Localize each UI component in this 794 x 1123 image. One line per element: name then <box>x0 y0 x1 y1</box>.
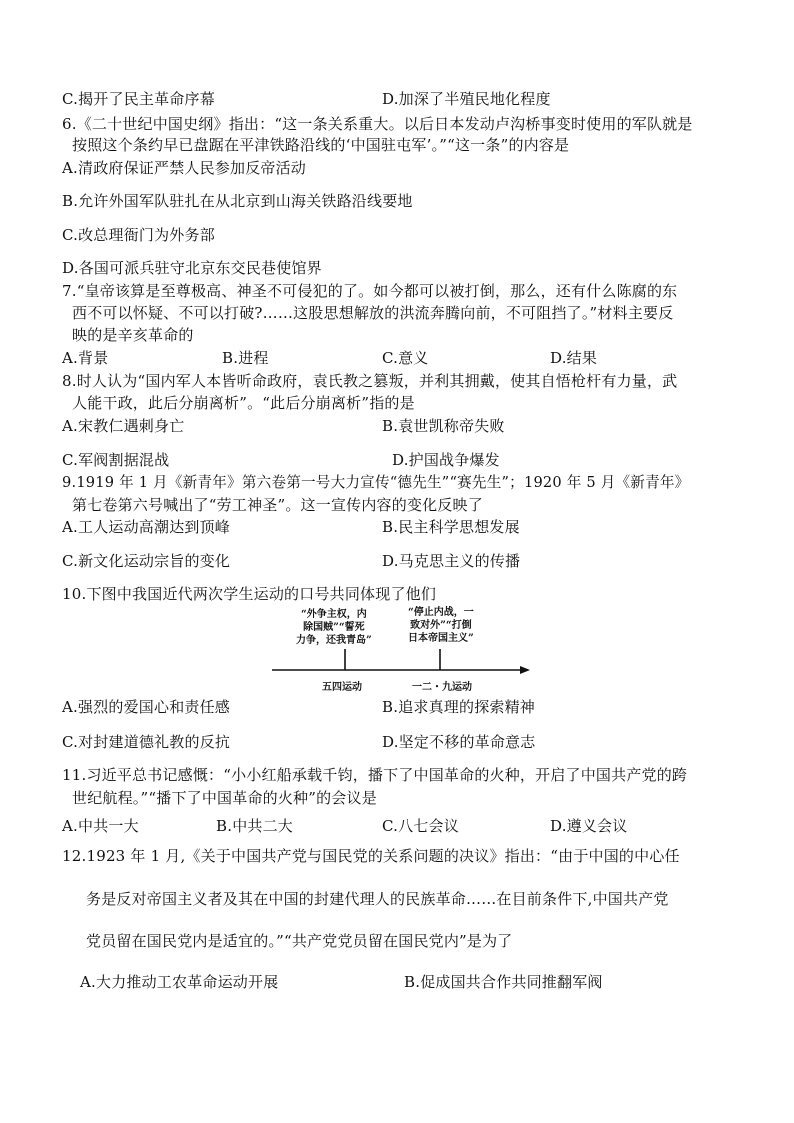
q5-option-d: D.加深了半殖民地化程度 <box>382 90 551 108</box>
may-fourth-label: 五四运动 <box>322 682 362 693</box>
q9-option-a: A.工人运动高潮达到顶峰 <box>62 518 231 536</box>
q11-option-b: B.中共二大 <box>216 817 293 835</box>
dec-ninth-slogan-line2: 致对外”“打倒 <box>410 620 472 631</box>
q7-stem-line2: 西不可以怀疑、不可以打破?……这股思想解放的洪流奔腾向前，不可阻挡了。”材料主要反 <box>72 304 674 322</box>
q12-stem-line3: 党员留在国民党内是适宜的。”“共产党党员留在国民党内”是为了 <box>86 932 513 950</box>
q7-stem-line1: 7.“皇帝该算是至尊极高、神圣不可侵犯的了。如今都可以被打倒，那么，还有什么陈腐的东 <box>62 282 678 300</box>
dec-ninth-slogan-line1: “停止内战，一 <box>408 607 474 618</box>
q10-option-d: D.坚定不移的革命意志 <box>382 733 536 751</box>
q11-option-a: A.中共一大 <box>62 817 139 835</box>
q11-option-d: D.遵义会议 <box>550 817 628 835</box>
q12-option-b: B.促成国共合作共同推翻军阀 <box>404 973 603 991</box>
q11-option-c: C.八七会议 <box>382 817 459 835</box>
q12-option-a: A.大力推动工农革命运动开展 <box>80 973 279 991</box>
dec-ninth-label: 一二・九运动 <box>412 682 472 693</box>
q6-option-c: C.改总理衙门为外务部 <box>62 226 215 244</box>
q8-option-a: A.宋教仁遇刺身亡 <box>62 417 185 435</box>
q8-option-d: D.护国战争爆发 <box>392 451 500 469</box>
timeline-arrow-icon <box>520 666 530 674</box>
dec-ninth-slogan-line3: 日本帝国主义” <box>408 633 474 644</box>
q10-option-c: C.对封建道德礼教的反抗 <box>62 733 231 751</box>
q11-stem-line1: 11.习近平总书记感慨：“小小红船承载千钧，播下了中国革命的火种，开启了中国共产党的跨 <box>62 766 688 784</box>
may-fourth-slogan-line2: 除国贼”“誓死 <box>303 622 365 633</box>
q6-stem-line2: 按照这个条约早已盘踞在平津铁路沿线的‘中国驻屯军’。”“这一条”的内容是 <box>72 136 570 154</box>
q9-stem-line2: 第七卷第六号喊出了“劳工神圣”。这一宣传内容的变化反映了 <box>72 496 483 514</box>
q8-option-b: B.袁世凯称帝失败 <box>382 417 505 435</box>
q6-stem-line1: 6.《二十世纪中国史纲》指出：“这一条关系重大。以后日本发动卢沟桥事变时使用的军队就是 <box>62 115 693 133</box>
q7-option-c: C.意义 <box>382 349 429 367</box>
q6-option-d: D.各国可派兵驻守北京东交民巷使馆界 <box>62 259 322 277</box>
q6-option-b: B.允许外国军队驻扎在从北京到山海关铁路沿线要地 <box>62 192 413 210</box>
q9-option-d: D.马克思主义的传播 <box>382 552 521 570</box>
q10-option-a: A.强烈的爱国心和责任感 <box>62 698 231 716</box>
q12-stem-line1: 12.1923 年 1 月,《关于中国共产党与国民党的关系问题的决议》指出：“由于中国的中心任 <box>62 847 680 865</box>
q7-option-a: A.背景 <box>62 349 109 367</box>
q9-option-b: B.民主科学思想发展 <box>382 518 520 536</box>
q7-option-b: B.进程 <box>222 349 269 367</box>
may-fourth-slogan-line3: 力争，还我青岛” <box>296 635 372 646</box>
q12-stem-line2: 务是反对帝国主义者及其在中国的封建代理人的民族革命……在目前条件下,中国共产党 <box>86 890 669 908</box>
q11-stem-line2: 世纪航程。”“播下了中国革命的火种”的会议是 <box>72 789 377 807</box>
q8-option-c: C.军阀割据混战 <box>62 451 170 469</box>
q9-option-c: C.新文化运动宗旨的变化 <box>62 552 231 570</box>
q7-stem-line3: 映的是辛亥革命的 <box>72 326 194 344</box>
q7-option-d: D.结果 <box>550 349 598 367</box>
q8-stem-line2: 人能干政，此后分崩离析”。“此后分崩离析”指的是 <box>72 394 415 412</box>
may-fourth-slogan-line1: “外争主权，内 <box>301 609 367 620</box>
q6-option-a: A.清政府保证严禁人民参加反帝活动 <box>62 159 307 177</box>
q5-option-c: C.揭开了民主革命序幕 <box>62 90 215 108</box>
q8-stem-line1: 8.时人认为“国内军人本皆听命政府，袁氏教之篡叛，并利其拥戴，使其自悟枪杆有力量，武 <box>62 372 678 390</box>
q10-option-b: B.追求真理的探索精神 <box>382 698 535 716</box>
q9-stem-line1: 9.1919 年 1 月《新青年》第六卷第一号大力宣传“德先生”“赛先生”；1920 年 5 月《新青年》 <box>62 474 690 491</box>
q10-stem: 10.下图中我国近代两次学生运动的口号共同体现了他们 <box>62 585 437 603</box>
